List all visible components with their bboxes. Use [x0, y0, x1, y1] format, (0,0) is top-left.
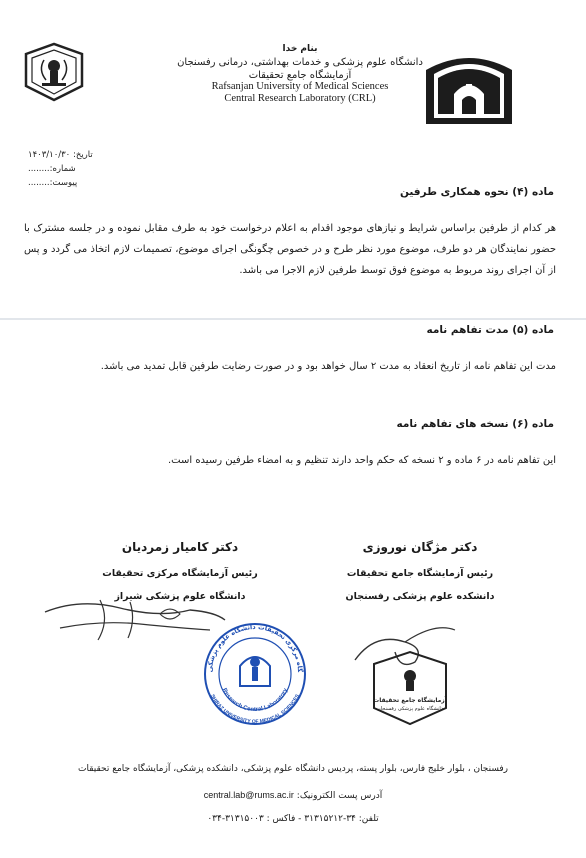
university-logo — [22, 40, 86, 104]
footer-email-line — [0, 790, 586, 801]
stamp-line-2: دانشگاه علوم پزشکی رفسنجان — [377, 706, 443, 712]
bismillah: بنام خدا — [282, 44, 318, 54]
article-4-title: ماده (۴) نحوه همکاری طرفین — [399, 186, 554, 198]
number-field: شماره:........ — [28, 164, 76, 174]
footer-email[interactable]: central.lab@rums.ac.ir — [203, 790, 294, 800]
university-name-en: Rafsanjan University of Medical Sciences — [211, 81, 389, 92]
attachment-field: پیوست:........ — [28, 178, 78, 188]
stamp-arc-en2: SHIRAZ UNIVERSITY OF MEDICAL SCIENCES — [209, 693, 301, 726]
lab-name-en: Central Research Laboratory (CRL) — [224, 93, 376, 104]
university-name-fa: دانشگاه علوم پزشکی و خدمات بهداشتی، درمانی رفسنجان — [177, 57, 423, 68]
date-field: تاریخ: ۱۴۰۳/۱۰/۳۰ — [28, 150, 93, 160]
letter-meta — [28, 148, 148, 190]
footer-address: رفسنجان ، بلوار خلیج فارس، بلوار پسته، پردیس دانشگاه علوم پزشکی، دانشکده پزشکی، آزمایشگاه جامع تحقیقات — [77, 764, 509, 774]
article-6-text: این تفاهم نامه در ۶ ماده و ۲ نسخه که حکم واحد دارند تنظیم و به امضاء طرفین رسیده است. — [167, 455, 556, 466]
article-5-text: مدت این تفاهم نامه از تاریخ انعقاد به مدت ۲ سال خواهد بود و در صورت رضایت طرفین قابل تمدید می باشد. — [100, 361, 556, 372]
article-6-title: ماده (۶) نسخه های تفاهم نامه — [396, 418, 554, 430]
signatory-university: دانشکده علوم پزشکی رفسنجان — [345, 591, 495, 602]
lab-name-fa: آزمایشگاه جامع تحقیقات — [248, 70, 352, 81]
article-5-title: ماده (۵) مدت تفاهم نامه — [426, 324, 554, 336]
rafsanjan-lab-stamp — [370, 648, 450, 728]
stamp-arc-fa: گاه مرکزی تحقیقات دانشگاه علوم پزشکی — [205, 622, 305, 673]
stamp-line-1: آزمایشگاه جامع تحقیقات — [373, 697, 447, 704]
signatory-role: رئیس آزمایشگاه جامع تحقیقات — [346, 568, 494, 579]
letterhead — [150, 44, 450, 105]
article-4-text: هر کدام از طرفین براساس شرایط و نیازهای موجود اقدام به اعلام درخواست خود به طرف مقابل نموده و در جلسه مشترک با حضور نمایندگان هر دو طرف، موضوع مورد نظر طرح و در خصوص چگونگی اجرای موضوع، تصمیمات لازم اتخاذ می گردد و پس از آن اجرای روند مربوط به موضوع فوق توسط طرفین لازم الاجرا می باشد. — [24, 223, 556, 276]
signatory-role: رئیس آزمایشگاه مرکزی تحقیقات — [102, 568, 258, 579]
svg-text:Research Central Laboratory — [221, 687, 290, 713]
shiraz-lab-stamp — [200, 612, 310, 732]
signatory-name: دکتر کامیار زمردیان — [121, 540, 239, 554]
stamp-arc-en1: Research Central Laboratory — [220, 687, 290, 714]
scan-artifact — [0, 318, 586, 320]
footer-phone: تلفن: ۳۴-۳۱۳۱۵۲۱۲ - فاکس : ۳۱۳۱۵۰۰۳-۰۳۴ — [207, 814, 379, 824]
footer-email-label: آدرس پست الکترونیک: — [296, 791, 383, 801]
signatory-university: دانشگاه علوم پزشکی شیراز — [114, 591, 246, 602]
signatory-name: دکتر مژگان نوروزی — [362, 540, 478, 554]
signatory-right — [320, 540, 520, 602]
